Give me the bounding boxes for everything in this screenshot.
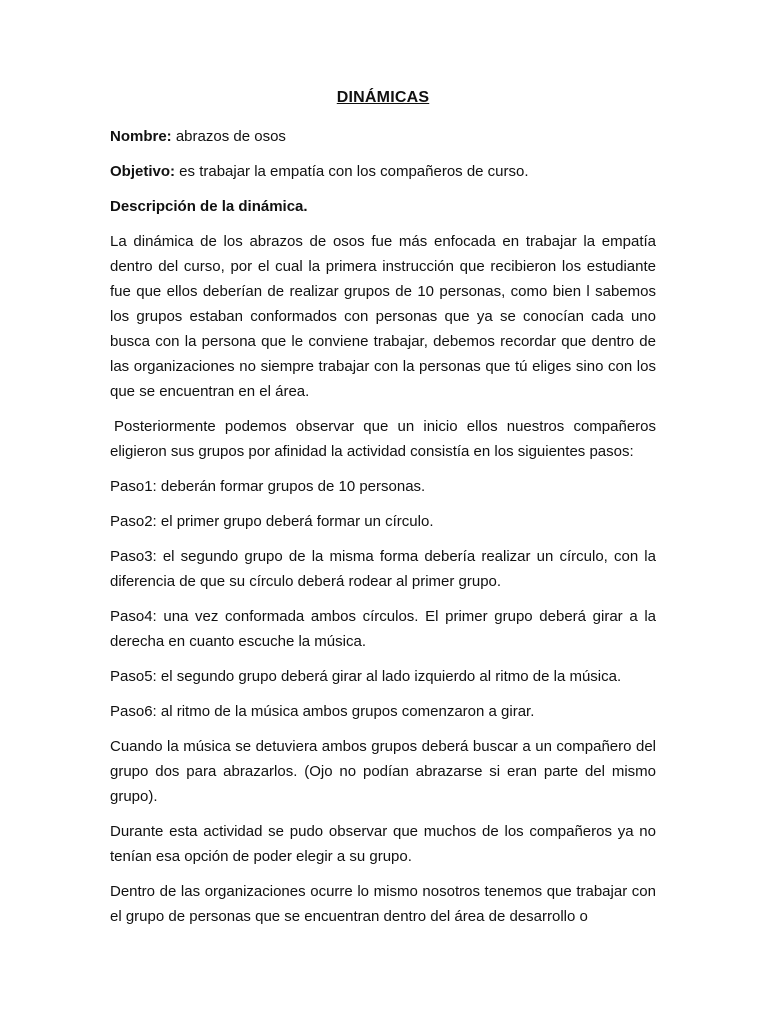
step-1: Paso1: deberán formar grupos de 10 personas. — [110, 478, 426, 495]
paragraph-dentro: Dentro de las organizaciones ocurre lo mismo nosotros tenemos que trabajar con el grupo de personas que se encuentran dentro del área de desarrollo o — [110, 883, 656, 925]
objetivo-label: Objetivo: — [110, 163, 176, 180]
document-title: DINÁMICAS — [336, 89, 430, 106]
nombre-line — [110, 124, 656, 149]
descripcion-heading: Descripción de la dinámica. — [110, 198, 308, 215]
step-4: Paso4: una vez conformada ambos círculos. El primer grupo deberá girar a la derecha en cuanto escuche la música. — [110, 608, 656, 650]
nombre-label: Nombre: — [110, 128, 172, 145]
document-body — [110, 85, 656, 939]
nombre-value: abrazos de osos — [171, 128, 286, 145]
step-3: Paso3: el segundo grupo de la misma forma debería realizar un círculo, con la diferencia de que su círculo deberá rodear al primer grupo. — [110, 548, 656, 590]
step-6: Paso6: al ritmo de la música ambos grupos comenzaron a girar. — [110, 703, 535, 720]
paragraph-intro: La dinámica de los abrazos de osos fue más enfocada en trabajar la empatía dentro del curso, por el cual la primera instrucción que recibieron los estudiante fue que ellos deberían de realizar grupos de 10 personas, como bien l sabemos los grupos estaban conformados con personas que ya se conocían cada uno busca con la persona que le conviene trabajar, debemos recordar que dentro de las organizaciones no siempre trabajar con la personas que tú eliges sino con los que se encuentran en el área. — [110, 233, 656, 400]
paragraph-posteriormente: Posteriormente podemos observar que un inicio ellos nuestros compañeros eligieron sus grupos por afinidad la actividad consistía en los siguientes pasos: — [110, 418, 656, 460]
step-5: Paso5: el segundo grupo deberá girar al lado izquierdo al ritmo de la música. — [110, 668, 622, 685]
paragraph-durante: Durante esta actividad se pudo observar que muchos de los compañeros ya no tenían esa opción de poder elegir a su grupo. — [110, 823, 656, 865]
step-2: Paso2: el primer grupo deberá formar un círculo. — [110, 513, 434, 530]
paragraph-cuando: Cuando la música se detuviera ambos grupos deberá buscar a un compañero del grupo dos para abrazarlos. (Ojo no podían abrazarse si eran parte del mismo grupo). — [110, 738, 656, 805]
objetivo-line — [110, 159, 656, 184]
objetivo-value: es trabajar la empatía con los compañeros de curso. — [175, 163, 529, 180]
